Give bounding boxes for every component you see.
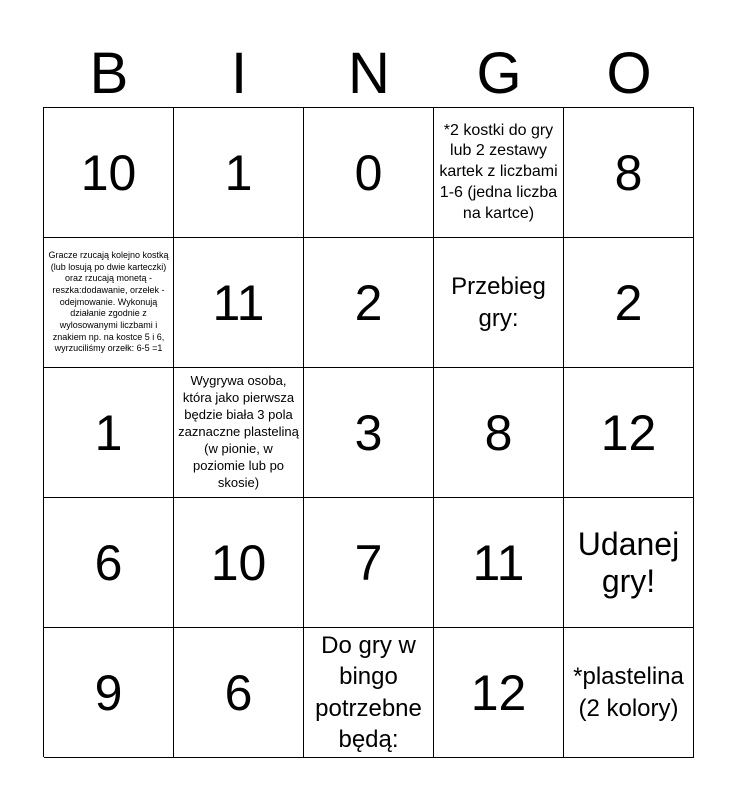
cell-text: Gracze rzucają kolejno kostką (lub losują po dwie karteczki) oraz rzucają monetą - reszka:dodawanie, orzełek - odejmowanie. Wykonują działanie zgodnie z wylosowanymi liczbami i znakiem np. na kostce 5 i 6, wyrzuciliśmy orzełk: 6-5 =1: [48, 249, 169, 354]
bingo-cell-r3-c1[interactable]: [44, 368, 174, 498]
bingo-cell-r1-c4[interactable]: [434, 108, 564, 238]
bingo-cell-r1-c3[interactable]: [304, 108, 434, 238]
bingo-cell-r5-c5[interactable]: [564, 628, 694, 758]
bingo-cell-r3-c4[interactable]: [434, 368, 564, 498]
bingo-cell-r2-c3[interactable]: [304, 238, 434, 368]
cell-text: 12: [600, 404, 657, 461]
bingo-cell-r5-c3[interactable]: [304, 628, 434, 758]
cell-text: 0: [354, 144, 383, 201]
bingo-cell-r5-c4[interactable]: [434, 628, 564, 758]
cell-text: 11: [212, 274, 265, 331]
cell-text: *2 kostki do gry lub 2 zestawy kartek z liczbami 1-6 (jedna liczba na kartce): [439, 121, 558, 222]
bingo-cell-r4-c5[interactable]: [564, 498, 694, 628]
cell-text: Do gry w bingo potrzebne będą:: [315, 632, 422, 753]
bingo-cell-r1-c2[interactable]: [174, 108, 304, 238]
bingo-cell-r3-c2[interactable]: [174, 368, 304, 498]
bingo-cell-r3-c3[interactable]: [304, 368, 434, 498]
cell-text: Przebieg gry:: [451, 273, 546, 332]
cell-text: 6: [94, 534, 123, 591]
bingo-cell-r4-c3[interactable]: [304, 498, 434, 628]
cell-text: 8: [614, 144, 643, 201]
cell-text: *plastelina (2 kolory): [573, 663, 684, 722]
bingo-cell-r5-c2[interactable]: [174, 628, 304, 758]
cell-text: 9: [94, 664, 123, 721]
cell-text: 2: [614, 274, 643, 331]
bingo-header: [44, 40, 694, 107]
cell-text: 8: [484, 404, 513, 461]
cell-text: 7: [354, 534, 383, 591]
bingo-cell-r1-c5[interactable]: [564, 108, 694, 238]
bingo-cell-r4-c4[interactable]: [434, 498, 564, 628]
cell-text: Wygrywa osoba, która jako pierwsza będzie biała 3 pola zaznaczne plasteliną (w pionie, w poziomie lub po skosie): [178, 373, 299, 490]
cell-text: 1: [224, 144, 253, 201]
bingo-cell-r2-c4[interactable]: [434, 238, 564, 368]
bingo-cell-r4-c1[interactable]: [44, 498, 174, 628]
cell-text: 2: [354, 274, 383, 331]
bingo-board: [43, 107, 694, 757]
cell-text: 1: [94, 404, 123, 461]
cell-text: 11: [472, 534, 525, 591]
bingo-cell-r2-c1[interactable]: [44, 238, 174, 368]
header-letter-n: N: [348, 40, 390, 106]
cell-text: 12: [470, 664, 527, 721]
bingo-cell-r4-c2[interactable]: [174, 498, 304, 628]
cell-text: 10: [210, 534, 267, 591]
bingo-cell-r2-c2[interactable]: [174, 238, 304, 368]
cell-text: 3: [354, 404, 383, 461]
bingo-cell-r3-c5[interactable]: [564, 368, 694, 498]
bingo-cell-r5-c1[interactable]: [44, 628, 174, 758]
bingo-cell-r2-c5[interactable]: [564, 238, 694, 368]
cell-text: 10: [80, 144, 137, 201]
header-letter-b: B: [89, 40, 129, 106]
header-letter-o: O: [606, 40, 652, 106]
header-letter-g: G: [476, 40, 522, 106]
cell-text: Udanej gry!: [577, 525, 680, 599]
cell-text: 6: [224, 664, 253, 721]
bingo-cell-r1-c1[interactable]: [44, 108, 174, 238]
header-letter-i: I: [230, 40, 248, 106]
